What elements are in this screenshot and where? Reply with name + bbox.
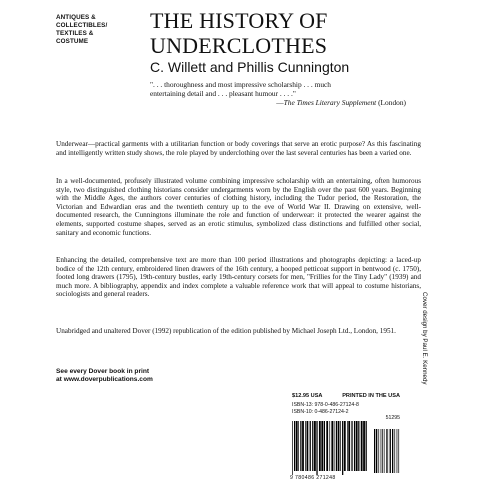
category-line: ANTIQUES & [56,14,96,21]
barcode-bar [298,421,299,471]
category-line: COSTUME [56,38,89,45]
barcode-addon-bar [381,429,382,473]
barcode-addon-bar [386,429,387,473]
publication-note: Unabridged and unaltered Dover (1992) republication of the edition published by Michael Joseph Ltd., London, 1951. [56,327,396,335]
barcode-addon-bar [397,429,398,473]
barcode-image [290,421,402,475]
attribution-dash: — [276,98,284,107]
category-line: COLLECTIBLES/ [56,22,108,29]
barcode-bar [321,421,323,471]
isbn-10: ISBN-10: 0-486-27124-2 [292,409,349,415]
barcode-addon-bar [374,429,375,473]
review-quote [150,80,420,107]
barcode-bar [354,421,355,471]
barcode-bar [338,421,340,471]
barcode-bar [316,421,317,475]
barcode-addon-bar [392,429,393,473]
authors: C. Willett and Phillis Cunnington [150,59,350,75]
barcode-bar [310,421,311,471]
barcode-block [290,393,402,483]
barcode-addon-bar [382,429,383,473]
category-line: TEXTILES & [56,30,94,37]
barcode-bar [324,421,325,471]
barcode-bar [347,421,348,471]
barcode-digits: 9 780486 271248 [290,475,336,481]
barcode-bar [336,421,337,471]
description-paragraph: Underwear—practical garments with a utilitarian function or body coverings that serve an erotic purpose? As this fascinating and intelligently written study shows, the role played by underclothing over the last several centuries has been a varied one. [56,140,421,157]
barcode-bar [312,421,313,471]
quote-line: ". . . thoroughness and most impressive scholarship . . . much [150,80,331,89]
isbn-13: ISBN-13: 978-0-486-27124-8 [292,402,359,408]
book-title-line: UNDERCLOTHES [150,33,328,58]
barcode-bar [294,421,295,471]
barcode-bar [307,421,309,471]
barcode-bar [326,421,328,471]
attribution-place: (London) [376,98,406,107]
barcode-bar [319,421,321,471]
cover-design-credit: Cover design by Paul E. Kennedy [421,292,428,385]
category-label [56,14,118,46]
barcode-bar [361,421,363,471]
barcode-bar [292,421,293,475]
barcode-bar [331,421,333,471]
barcode-bar [351,421,352,471]
promo-website: at www.doverpublications.com [56,376,153,383]
barcode-bar [296,421,298,471]
barcode-bar [340,421,341,471]
barcode-bar [302,421,304,471]
barcode-addon-bar [387,429,388,473]
book-title [150,8,450,58]
printed-in-label: PRINTED IN THE USA [342,393,400,399]
barcode-bar [356,421,358,471]
barcode-addon-bar [384,429,385,473]
barcode-addon-bar [390,429,391,473]
barcode-bar [305,421,306,471]
price-label: $12.95 USA [292,393,323,399]
description-paragraph: Enhancing the detailed, comprehensive text are more than 100 period illustrations and photographs depicting: a laced-up bodice of the 12th century, embroidered linen drawers of the 16th century, a hooped petticoat support in bentwood (c. 1750), footed long drawers (1795), 19th-century bustles, early 19th-century corsets for men, "Frillies for the Tiny Lady" (1939) and much more. A bibliography, appendix and index complete a valuable reference work that will appeal to costume historians, sociologists and general readers. [56,256,421,299]
promo-line: See every Dover book in print [56,368,150,375]
quote-attribution [150,98,420,107]
barcode-bar [344,421,346,471]
barcode-addon-bar [398,429,399,473]
barcode-addon-bar [376,429,377,473]
attribution-source: The Times Literary Supplement [283,98,377,107]
barcode-bar [300,421,301,471]
barcode-addon-bar [378,429,379,473]
price-addon-code: 51295 [385,415,400,421]
barcode-bar [314,421,316,471]
barcode-bar [329,421,330,471]
barcode-bar [348,421,350,471]
barcode-addon-bar [394,429,395,473]
description-paragraph: In a well-documented, profusely illustrated volume combining impressive scholarship with an entertaining, often humorous style, two distinguished clothing historians consider undergarments worn by the English over the past 600 years. Beginning with the Middle Ages, the authors cover centuries of clothing history, including the Tudor period, the Restoration, the Victorian and Edwardian eras and the twentieth century up to the eve of World War II. Drawing on extensive, well-documented research, the Cunningtons illuminate the role and function of underwear: it protected the wearer against the elements, supported costume shapes, served as an erotic stimulus, symbolized class distinctions and fulfilled other social, sanitary and economic functions. [56,177,421,237]
dover-promo [56,368,216,384]
barcode-bar [366,421,367,471]
book-title-line: THE HISTORY OF [150,8,328,33]
barcode-bar [342,421,343,475]
barcode-bar [363,421,365,471]
barcode-bar [358,421,359,471]
barcode-bar [334,421,335,471]
quote-line: entertaining detail and . . . pleasant humour . . . ." [150,89,296,98]
